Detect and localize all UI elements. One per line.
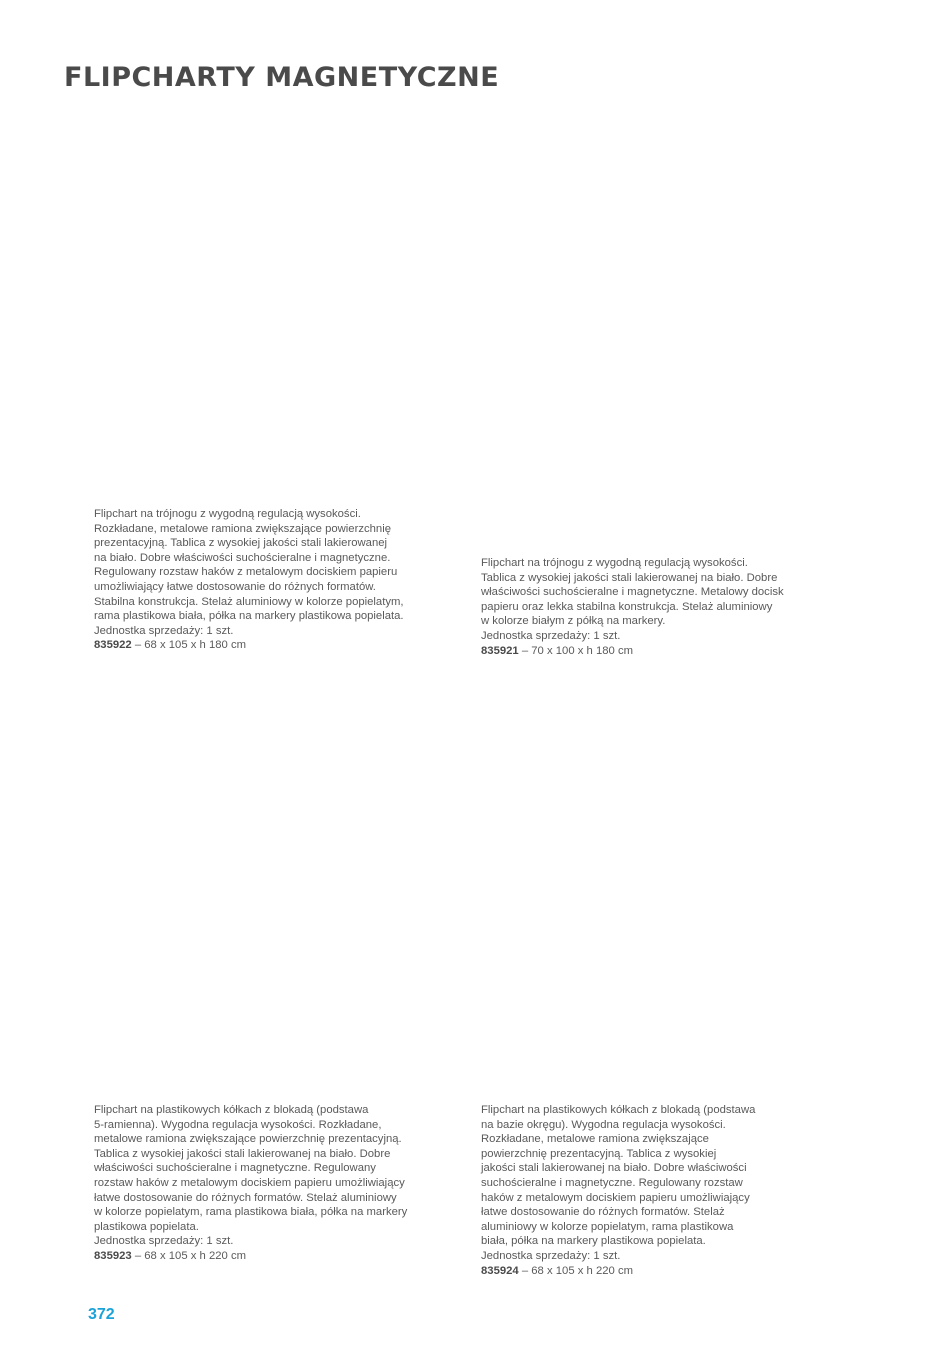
description-line: Rozkładane, metalowe ramiona zwiększające powierzchnię xyxy=(94,522,392,535)
description-line: Flipchart na trójnogu z wygodną regulacją wysokości. xyxy=(94,508,361,520)
description-line: suchościeralne i magnetyczne. Regulowany rozstaw xyxy=(481,1176,743,1189)
description-line: jakości stali lakierowanej na biało. Dobre właściwości xyxy=(481,1162,747,1175)
product-description-835921 xyxy=(481,556,784,658)
product-description-text xyxy=(94,1103,407,1249)
description-line: Flipchart na plastikowych kółkach z blokadą (podstawa xyxy=(94,1104,369,1116)
product-dimensions: – 68 x 105 x h 220 cm xyxy=(521,1264,633,1277)
product-code-line xyxy=(481,1264,755,1279)
description-line: Rozkładane, metalowe ramiona zwiększające xyxy=(481,1133,709,1146)
description-line: Jednostka sprzedaży: 1 szt. xyxy=(94,624,234,637)
description-line: Regulowany rozstaw haków z metalowym dociskiem papieru xyxy=(94,566,398,579)
description-line: Jednostka sprzedaży: 1 szt. xyxy=(94,1235,234,1248)
description-line: prezentacyjną. Tablica z wysokiej jakości stali lakierowanej xyxy=(94,537,388,550)
description-line: Jednostka sprzedaży: 1 szt. xyxy=(481,629,621,642)
description-line: Flipchart na trójnogu z wygodną regulacją wysokości. xyxy=(481,557,748,569)
description-line: rama plastikowa biała, półka na markery plastikowa popielata. xyxy=(94,610,404,623)
product-code-line xyxy=(94,638,404,653)
description-line: rozstaw haków z metalowym dociskiem papieru umożliwiający xyxy=(94,1176,405,1189)
product-description-835922 xyxy=(94,507,404,653)
description-line: łatwe dostosowanie do różnych formatów. Stelaż xyxy=(481,1206,725,1219)
description-line: metalowe ramiona zwiększające powierzchnię prezentacyjną. xyxy=(94,1133,402,1146)
description-line: na bazie okręgu). Wygodna regulacja wysokości. xyxy=(481,1118,726,1131)
product-dimensions: – 70 x 100 x h 180 cm xyxy=(521,644,633,657)
description-line: aluminiowy w kolorze popielatym, rama plastikowa xyxy=(481,1220,734,1233)
description-line: Tablica z wysokiej jakości stali lakierowanej na biało. Dobre xyxy=(481,571,778,584)
description-line: Tablica z wysokiej jakości stali lakierowanej na biało. Dobre xyxy=(94,1147,391,1160)
description-line: biała, półka na markery plastikowa popielata. xyxy=(481,1235,706,1248)
description-line: łatwe dostosowanie do różnych formatów. Stelaż aluminiowy xyxy=(94,1191,397,1204)
description-line: w kolorze popielatym, rama plastikowa biała, półka na markery xyxy=(94,1206,408,1219)
product-description-text xyxy=(481,556,784,644)
product-code: 835921 xyxy=(481,644,519,657)
description-line: powierzchnię prezentacyjną. Tablica z wysokiej xyxy=(481,1147,717,1160)
description-line: plastikowa popielata. xyxy=(94,1220,199,1233)
product-dimensions: – 68 x 105 x h 180 cm xyxy=(134,639,246,652)
description-line: w kolorze białym z półką na markery. xyxy=(481,615,666,628)
product-description-text xyxy=(481,1103,755,1264)
description-line: papieru oraz lekka stabilna konstrukcja. Stelaż aluminiowy xyxy=(481,600,773,613)
description-line: Jednostka sprzedaży: 1 szt. xyxy=(481,1249,621,1262)
product-description-835924 xyxy=(481,1103,755,1278)
product-description-835923 xyxy=(94,1103,407,1264)
description-line: Stabilna konstrukcja. Stelaż aluminiowy w kolorze popielatym, xyxy=(94,595,404,608)
description-line: właściwości suchościeralne i magnetyczne. Regulowany xyxy=(94,1162,376,1175)
page-title: FLIPCHARTY MAGNETYCZNE xyxy=(64,62,500,93)
description-line: umożliwiający łatwe dostosowanie do różnych formatów. xyxy=(94,580,376,593)
product-code-line xyxy=(94,1249,407,1264)
description-line: Flipchart na plastikowych kółkach z blokadą (podstawa xyxy=(481,1104,756,1116)
product-code: 835922 xyxy=(94,639,132,652)
page-number: 372 xyxy=(88,1306,115,1323)
product-code-line xyxy=(481,644,784,659)
description-line: właściwości suchościeralne i magnetyczne. Metalowy docisk xyxy=(481,586,784,599)
product-code: 835924 xyxy=(481,1264,519,1277)
description-line: 5-ramienna). Wygodna regulacja wysokości. Rozkładane, xyxy=(94,1118,382,1131)
product-code: 835923 xyxy=(94,1249,132,1262)
product-description-text xyxy=(94,507,404,638)
description-line: haków z metalowym dociskiem papieru umożliwiający xyxy=(481,1191,750,1204)
description-line: na biało. Dobre właściwości suchościeralne i magnetyczne. xyxy=(94,551,391,564)
product-dimensions: – 68 x 105 x h 220 cm xyxy=(134,1249,246,1262)
